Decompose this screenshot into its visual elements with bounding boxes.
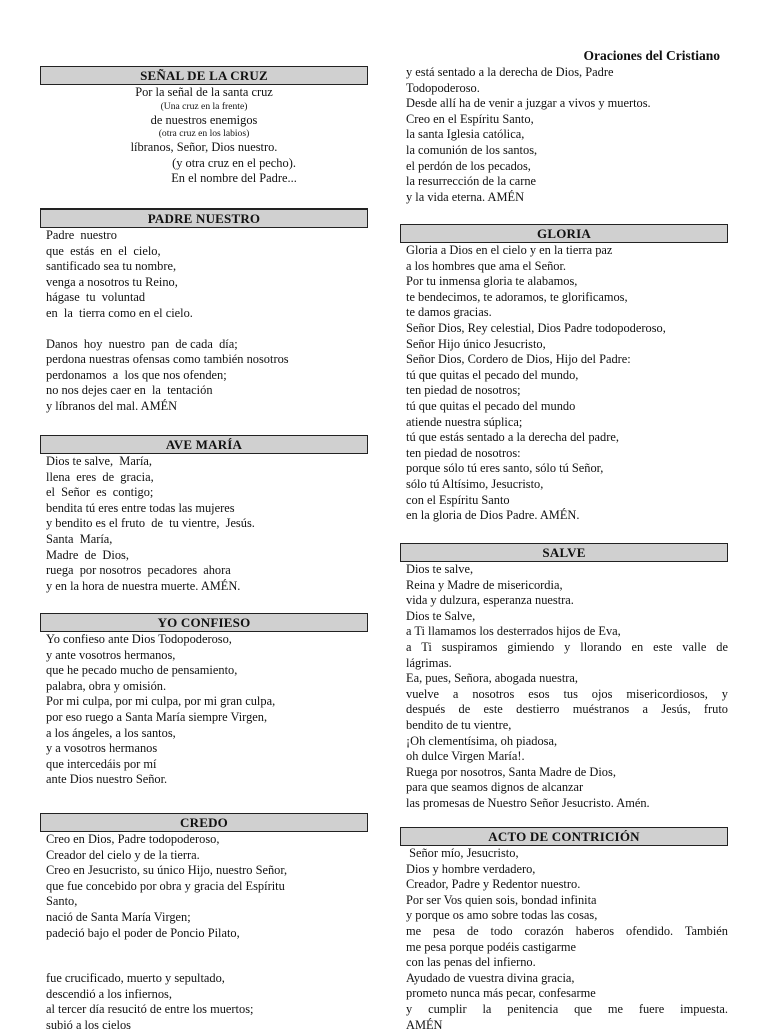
text-line: tú que quitas el pecado del mundo bbox=[406, 398, 576, 413]
text-line: Por mi culpa, por mi culpa, por mi gran culpa, bbox=[46, 694, 276, 709]
section-ave-maria bbox=[40, 435, 368, 594]
text-line: Señor Hijo único Jesucristo, bbox=[406, 336, 546, 351]
text-line: bendita tú eres entre todas las mujeres bbox=[46, 500, 235, 515]
text-line: tú que quitas el pecado del mundo, bbox=[406, 367, 579, 382]
text-line: con el Espíritu Santo bbox=[406, 492, 510, 507]
text-line: y bendito es el fruto de tu vientre, Jesús. bbox=[46, 516, 255, 531]
section-title: SALVE bbox=[400, 543, 728, 562]
text-line: venga a nosotros tu Reino, bbox=[46, 274, 178, 289]
text-line: me pesa porque podéis castigarme bbox=[406, 939, 576, 954]
text-line: Creador del cielo y de la tierra. bbox=[46, 847, 200, 862]
text-line: Señor Dios, Cordero de Dios, Hijo del Padre: bbox=[406, 352, 631, 367]
text-line: Ayudado de vuestra divina gracia, bbox=[406, 970, 575, 985]
text-line: hágase tu voluntad bbox=[46, 290, 146, 305]
text-line: palabra, obra y omisión. bbox=[46, 678, 167, 693]
text-line: no nos dejes caer en la tentación bbox=[46, 383, 213, 398]
text-line: te bendecimos, te adoramos, te glorificamos, bbox=[406, 289, 628, 304]
text-line: vuelve a nosotros esos tus ojos misericordiosos, y bbox=[406, 686, 728, 701]
section-body bbox=[400, 65, 728, 205]
text-line: Creo en el Espíritu Santo, bbox=[406, 111, 534, 126]
text-line: perdonamos a los que nos ofenden; bbox=[46, 367, 227, 382]
text-line: para que seamos dignos de alcanzar bbox=[406, 780, 584, 795]
text-line: Danos hoy nuestro pan de cada día; bbox=[46, 336, 238, 351]
section-title: PADRE NUESTRO bbox=[40, 209, 368, 228]
text-line: y porque os amo sobre todas las cosas, bbox=[406, 908, 598, 923]
text-line: Ruega por nosotros, Santa Madre de Dios, bbox=[406, 764, 616, 779]
text-line: Ea, pues, Señora, abogada nuestra, bbox=[406, 671, 579, 686]
text-line: Dios y hombre verdadero, bbox=[406, 861, 536, 876]
text-line: AMÉN bbox=[406, 1017, 443, 1032]
text-line: y está sentado a la derecha de Dios, Padre bbox=[406, 65, 614, 79]
text-line: Creador, Padre y Redentor nuestro. bbox=[406, 877, 581, 892]
text-line: prometo nunca más pecar, confesarme bbox=[406, 986, 596, 1001]
section-title: CREDO bbox=[40, 813, 368, 832]
text-line: que fue concebido por obra y gracia del Espíritu bbox=[46, 878, 285, 893]
text-line: con las penas del infierno. bbox=[406, 955, 536, 970]
text-line: (y otra cruz en el pecho). bbox=[172, 155, 296, 170]
text-line: Yo confieso ante Dios Todopoderoso, bbox=[46, 632, 232, 646]
section-title: GLORIA bbox=[400, 224, 728, 243]
text-line: santificado sea tu nombre, bbox=[46, 259, 177, 274]
text-line: Creo en Dios, Padre todopoderoso, bbox=[46, 832, 220, 846]
text-line: por eso ruego a Santa María siempre Virgen, bbox=[46, 709, 268, 724]
text-line: Santo, bbox=[46, 894, 78, 909]
text-line: líbranos, Señor, Dios nuestro. bbox=[130, 140, 278, 155]
section-title: SEÑAL DE LA CRUZ bbox=[40, 66, 368, 85]
text-line: subió a los cielos bbox=[46, 1017, 132, 1032]
text-line: Reina y Madre de misericordia, bbox=[406, 577, 563, 592]
text-line: al tercer día resucitó de entre los muertos; bbox=[46, 1002, 254, 1017]
section-title: AVE MARÍA bbox=[40, 435, 368, 454]
text-line: y a vosotros hermanos bbox=[46, 741, 158, 756]
text-line: a los ángeles, a los santos, bbox=[46, 725, 176, 740]
text-line: Por tu inmensa gloria te alabamos, bbox=[406, 274, 578, 289]
text-line: Santa María, bbox=[46, 531, 113, 546]
text-line: a los hombres que ama el Señor. bbox=[406, 258, 567, 273]
text-line: ante Dios nuestro Señor. bbox=[46, 772, 168, 787]
text-line: Todopoderoso. bbox=[406, 80, 480, 95]
text-line: en la tierra como en el cielo. bbox=[46, 305, 193, 320]
section-body bbox=[40, 832, 368, 1034]
section-acto-de-contricion bbox=[400, 827, 728, 1033]
text-line: sólo tú Altísimo, Jesucristo, bbox=[406, 476, 544, 491]
text-line: que he pecado mucho de pensamiento, bbox=[46, 663, 238, 678]
text-line: ruega por nosotros pecadores ahora bbox=[46, 563, 231, 578]
text-line: Creo en Jesucristo, su único Hijo, nuestro Señor, bbox=[46, 863, 288, 878]
text-line: atiende nuestra súplica; bbox=[406, 414, 523, 429]
text-line: la comunión de los santos, bbox=[406, 142, 538, 157]
text-line: fue crucificado, muerto y sepultado, bbox=[46, 971, 225, 986]
text-line: las promesas de Nuestro Señor Jesucristo. Amén. bbox=[406, 795, 650, 810]
text-line: ten piedad de nosotros: bbox=[406, 445, 521, 460]
section-body bbox=[40, 85, 368, 187]
section-senal-de-la-cruz bbox=[40, 66, 368, 187]
text-line: bendito de tu vientre, bbox=[406, 717, 512, 732]
text-line: (Una cruz en la frente) bbox=[160, 100, 248, 112]
section-credo bbox=[40, 813, 368, 1034]
text-line: descendió a los infiernos, bbox=[46, 986, 172, 1001]
text-line: Padre nuestro bbox=[46, 228, 117, 242]
section-body bbox=[400, 846, 728, 1033]
text-line: de nuestros enemigos bbox=[150, 112, 258, 127]
text-line: te damos gracias. bbox=[406, 305, 492, 320]
text-line: y cumplir la penitencia que me fuere impuesta. bbox=[406, 1001, 728, 1016]
section-gloria bbox=[400, 224, 728, 524]
text-line: y la vida eterna. AMÉN bbox=[406, 189, 525, 204]
text-line: que estás en el cielo, bbox=[46, 243, 161, 258]
section-title: ACTO DE CONTRICIÓN bbox=[400, 827, 728, 846]
text-line: que intercedáis por mí bbox=[46, 756, 157, 771]
text-line: Madre de Dios, bbox=[46, 547, 129, 562]
text-line: la santa Iglesia católica, bbox=[406, 127, 525, 142]
text-line: después de este destierro muéstranos a Jesús, fruto bbox=[406, 702, 728, 717]
section-credo-continued bbox=[400, 65, 728, 205]
text-line: Dios te salve, bbox=[406, 562, 474, 576]
section-body bbox=[40, 454, 368, 594]
paragraph-gap bbox=[40, 941, 368, 956]
section-body bbox=[40, 228, 368, 415]
text-line: oh dulce Virgen María!. bbox=[406, 749, 525, 764]
text-line: a Ti llamamos los desterrados hijos de Eva, bbox=[406, 624, 621, 639]
text-line: lágrimas. bbox=[406, 655, 452, 670]
text-line: y en la hora de nuestra muerte. AMÉN. bbox=[46, 578, 241, 593]
section-title: YO CONFIESO bbox=[40, 613, 368, 632]
text-line: padeció bajo el poder de Poncio Pilato, bbox=[46, 925, 240, 940]
section-yo-confieso bbox=[40, 613, 368, 788]
text-line: nació de Santa María Virgen; bbox=[46, 909, 191, 924]
text-line: me pesa de todo corazón haberos ofendido. También bbox=[406, 923, 728, 938]
text-line: En el nombre del Padre... bbox=[171, 171, 297, 186]
section-body bbox=[400, 562, 728, 812]
text-line: (otra cruz en los labios) bbox=[158, 128, 250, 140]
text-line: vida y dulzura, esperanza nuestra. bbox=[406, 593, 574, 608]
page-title: Oraciones del Cristiano bbox=[583, 48, 720, 63]
text-line: Señor Dios, Rey celestial, Dios Padre todopoderoso, bbox=[406, 320, 666, 335]
text-line: a Ti suspiramos gimiendo y llorando en este valle de bbox=[406, 639, 728, 654]
text-line: tú que estás sentado a la derecha del padre, bbox=[406, 430, 619, 445]
text-line: llena eres de gracia, bbox=[46, 469, 154, 484]
text-line: el perdón de los pecados, bbox=[406, 158, 531, 173]
text-line: Señor mío, Jesucristo, bbox=[406, 846, 519, 860]
text-line: Por la señal de la santa cruz bbox=[135, 85, 273, 99]
text-line: Desde allí ha de venir a juzgar a vivos y muertos. bbox=[406, 96, 651, 111]
text-line: y líbranos del mal. AMÉN bbox=[46, 398, 178, 413]
paragraph-gap bbox=[40, 322, 368, 337]
paragraph-gap bbox=[40, 956, 368, 971]
text-line: ten piedad de nosotros; bbox=[406, 383, 521, 398]
section-salve bbox=[400, 543, 728, 812]
text-line: y ante vosotros hermanos, bbox=[46, 647, 176, 662]
text-line: el Señor es contigo; bbox=[46, 485, 154, 500]
text-line: la resurrección de la carne bbox=[406, 174, 537, 189]
text-line: Dios te Salve, bbox=[406, 608, 476, 623]
section-body bbox=[400, 243, 728, 524]
text-line: Por ser Vos quien sois, bondad infinita bbox=[406, 892, 597, 907]
text-line: perdona nuestras ofensas como también nosotros bbox=[46, 352, 289, 367]
text-line: porque sólo tú eres santo, sólo tú Señor, bbox=[406, 461, 604, 476]
section-body bbox=[40, 632, 368, 788]
text-line: en la gloria de Dios Padre. AMÉN. bbox=[406, 508, 580, 523]
text-line: Dios te salve, María, bbox=[46, 454, 152, 468]
text-line: ¡Oh clementísima, oh piadosa, bbox=[406, 733, 558, 748]
section-padre-nuestro bbox=[40, 208, 368, 415]
text-line: Gloria a Dios en el cielo y en la tierra paz bbox=[406, 243, 613, 257]
